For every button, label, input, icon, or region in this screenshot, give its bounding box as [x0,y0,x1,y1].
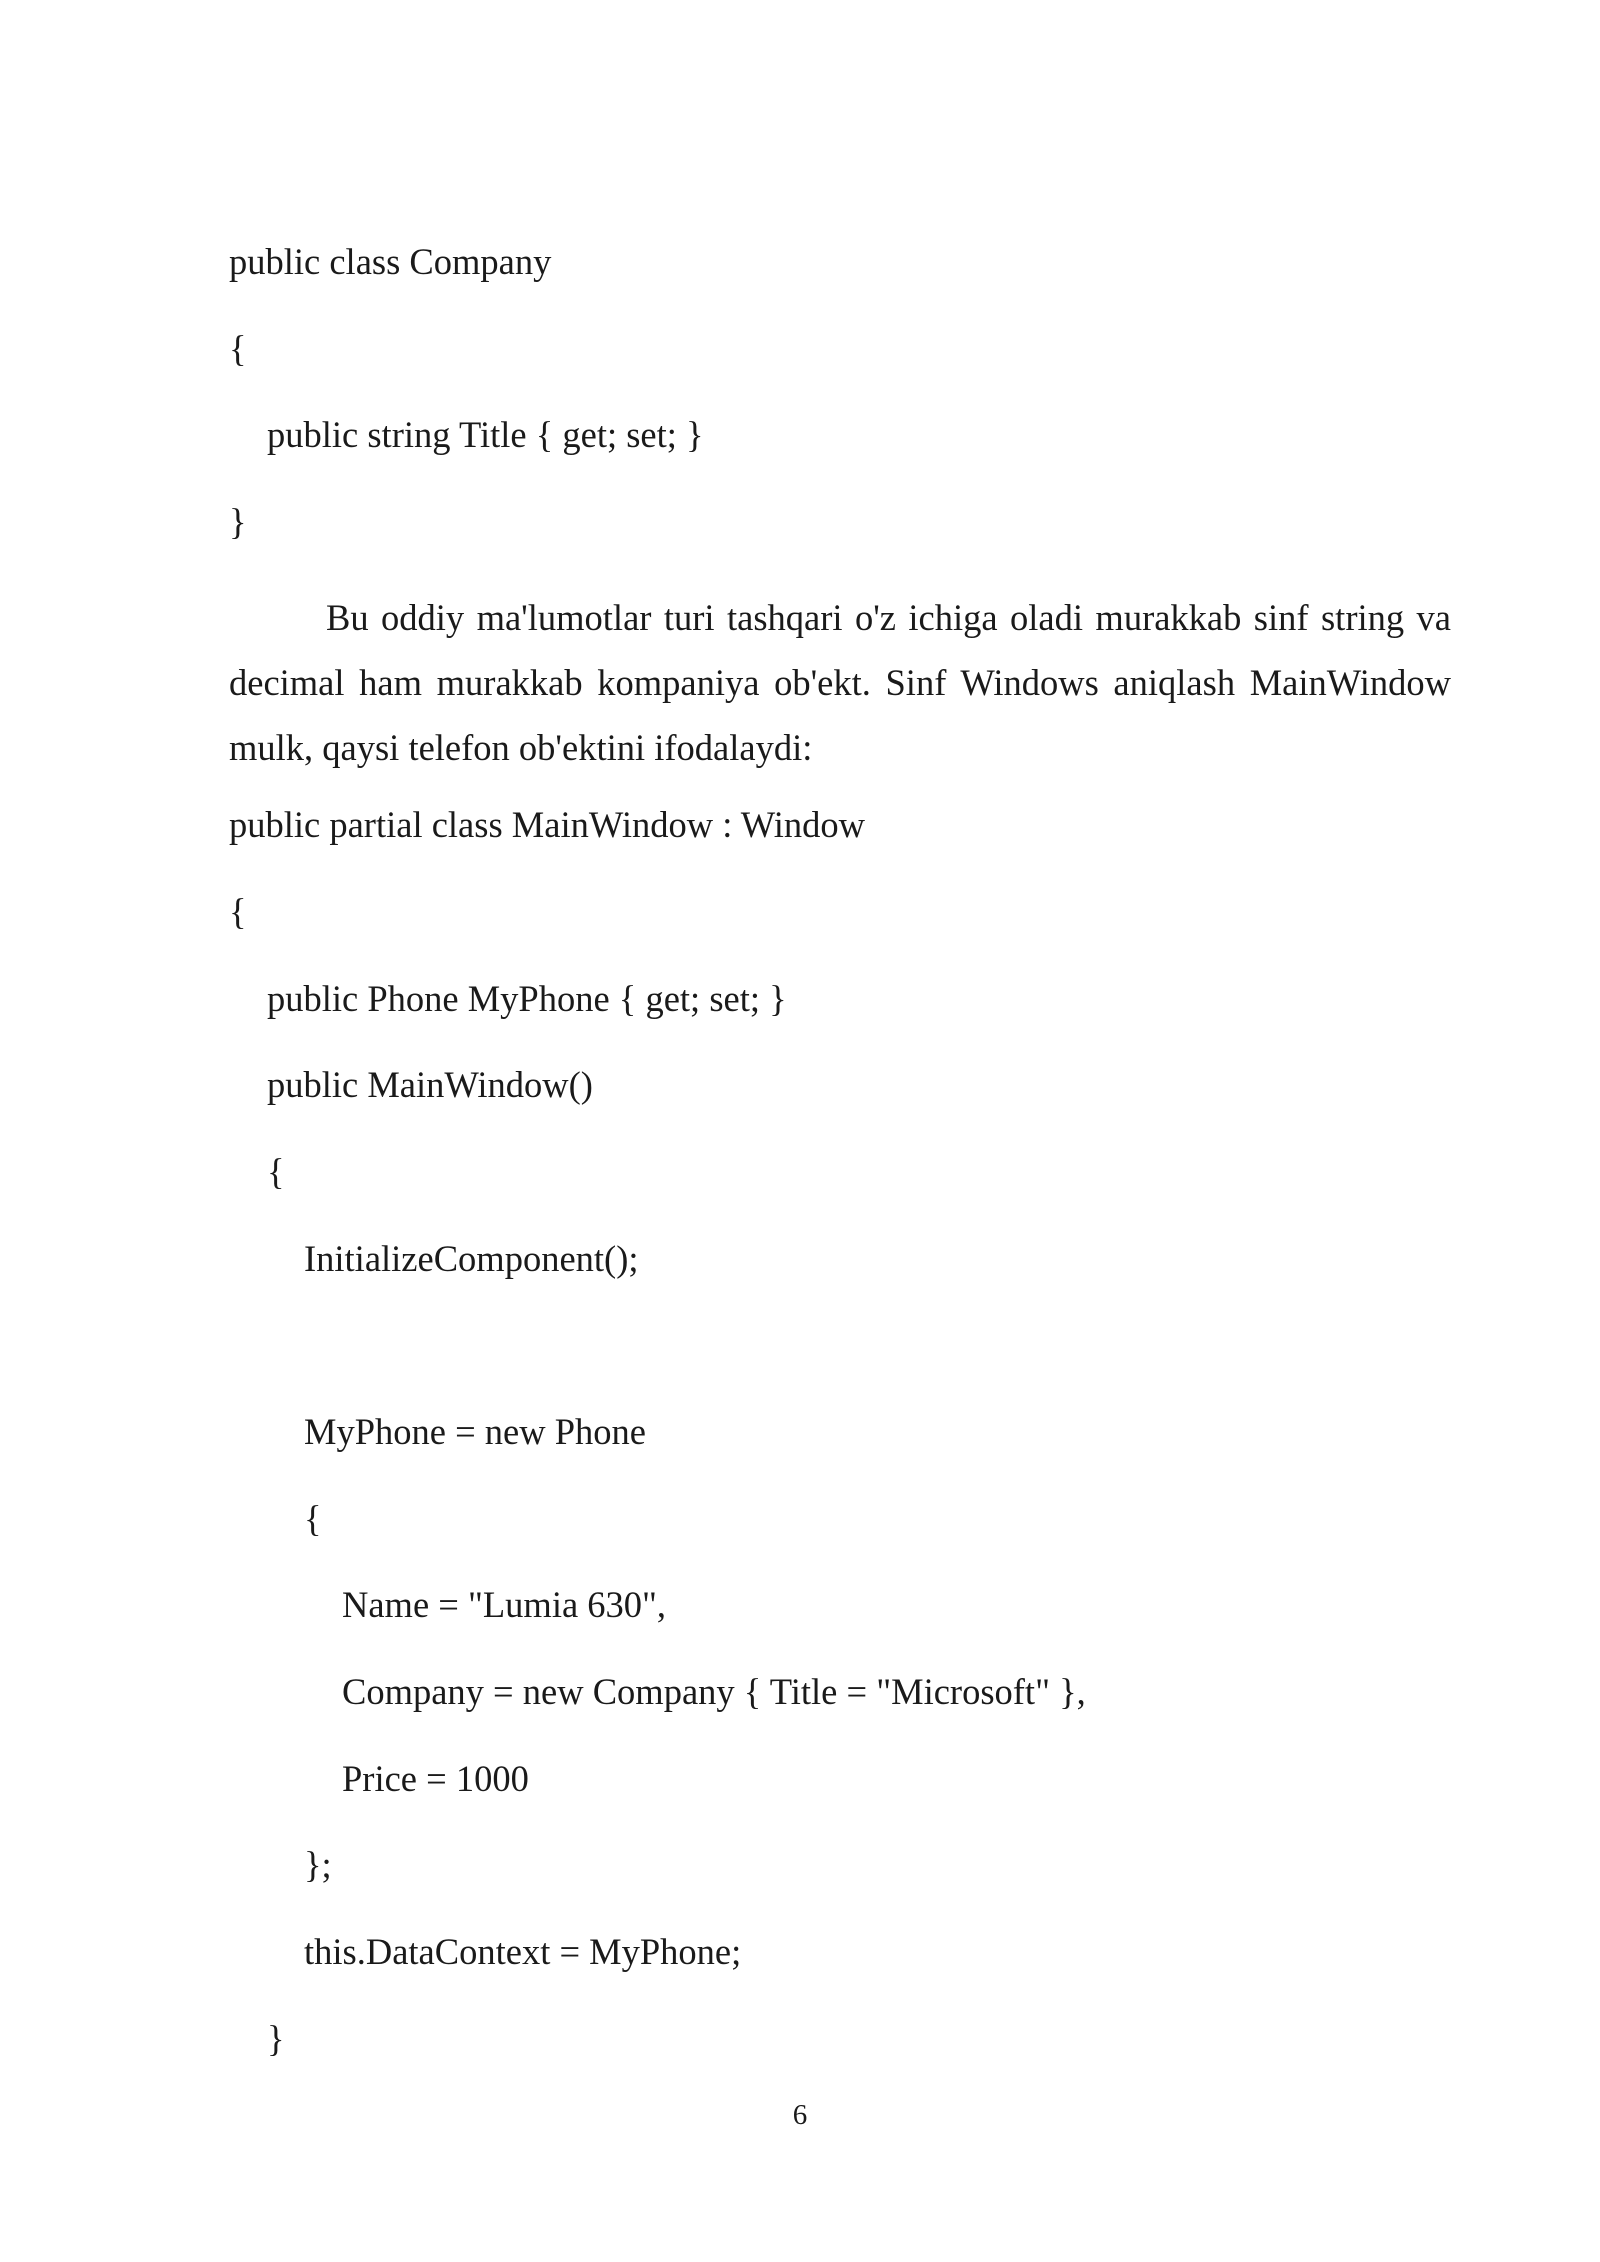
page-number: 6 [792,2099,808,2131]
code-line: { [229,891,247,932]
code-line: Company = new Company { Title = "Microsoft" }, [342,1671,1086,1712]
code-line: } [267,2018,285,2059]
code-line: InitializeComponent(); [304,1238,639,1279]
code-line: }; [304,1844,332,1885]
code-line: { [304,1498,322,1539]
code-line: public class Company [229,241,552,282]
code-line: public MainWindow() [267,1064,593,1105]
code-line: MyPhone = new Phone [304,1411,646,1452]
code-line: Name = "Lumia 630", [342,1584,667,1625]
code-line: Price = 1000 [342,1758,529,1799]
code-line: this.DataContext = MyPhone; [304,1931,742,1972]
code-line: } [229,501,247,542]
code-line: public partial class MainWindow : Window [229,804,866,845]
code-line: public string Title { get; set; } [267,414,704,455]
code-line: public Phone MyPhone { get; set; } [267,978,787,1019]
code-line: { [229,328,247,369]
code-line: { [267,1151,285,1192]
body-paragraph: Bu oddiy ma'lumotlar turi tashqari o'z ichiga oladi murakkab sinf string va decimal ham murakkab kompaniya ob'ekt. Sinf Windows aniqlash MainWindow mulk, qaysi telefon ob'ektini ifodalaydi: [229,597,1451,768]
